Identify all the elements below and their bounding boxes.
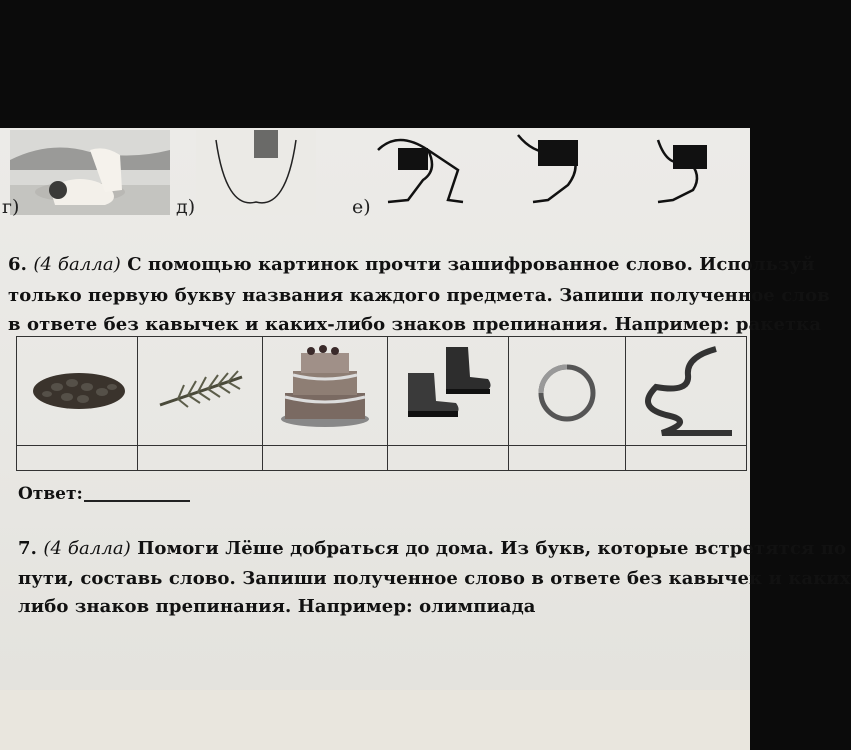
cell-coffee-beans [17, 337, 138, 446]
task7-line3: либо знаков препинания. Например: олимпиада [18, 596, 536, 617]
cipher-table [16, 336, 747, 471]
option-label-e: е) [352, 196, 371, 218]
pine-branch-icon [138, 337, 262, 441]
answer-cell-1[interactable] [17, 446, 138, 471]
task6-line1 [8, 254, 815, 275]
cell-boots [388, 337, 509, 446]
image-jump-rope [196, 130, 316, 215]
image-stretching-girl [10, 130, 170, 215]
answer-cell-4[interactable] [388, 446, 509, 471]
task6-number: 6. [8, 254, 27, 275]
task7-number: 7. [18, 538, 37, 559]
cell-cake [263, 337, 388, 446]
task6-line3: в ответе без кавычек и каких-либо знаков препинания. Например: ракетка [8, 314, 822, 335]
image-squatting-figures [368, 130, 728, 210]
cell-gymnastic-ribbon [626, 337, 747, 446]
task7-points: (4 балла) [43, 538, 131, 559]
task6-points: (4 балла) [33, 254, 121, 275]
coffee-beans-icon [17, 337, 137, 441]
ribbon-icon [626, 337, 746, 441]
answer-cell-3[interactable] [263, 446, 388, 471]
cake-icon [263, 337, 387, 441]
hoop-icon [509, 337, 625, 441]
task7-text-1: Помоги Лёше добраться до дома. Из букв, которые встретятся по [137, 538, 847, 559]
answer-label: Ответ: [18, 484, 83, 504]
bottom-paper [0, 690, 750, 750]
answer-line[interactable] [84, 500, 190, 502]
answer-cell-5[interactable] [509, 446, 626, 471]
task7-line1 [18, 538, 846, 559]
picture-row [17, 337, 747, 446]
answer-cell-2[interactable] [138, 446, 263, 471]
answer-row [17, 446, 747, 471]
task6-line2: только первую букву названия каждого предмета. Запиши полученное слов [8, 285, 830, 306]
cell-hoop [509, 337, 626, 446]
answer-cell-6[interactable] [626, 446, 747, 471]
boots-icon [388, 337, 508, 441]
task6-text-1: С помощью картинок прочти зашифрованное слово. Используй [127, 254, 815, 275]
option-label-d: д) [176, 196, 196, 218]
cell-pine-branch [138, 337, 263, 446]
option-label-g: г) [2, 196, 20, 218]
task7-line2: пути, составь слово. Запиши полученное слово в ответе без кавычек и каких [18, 568, 851, 589]
